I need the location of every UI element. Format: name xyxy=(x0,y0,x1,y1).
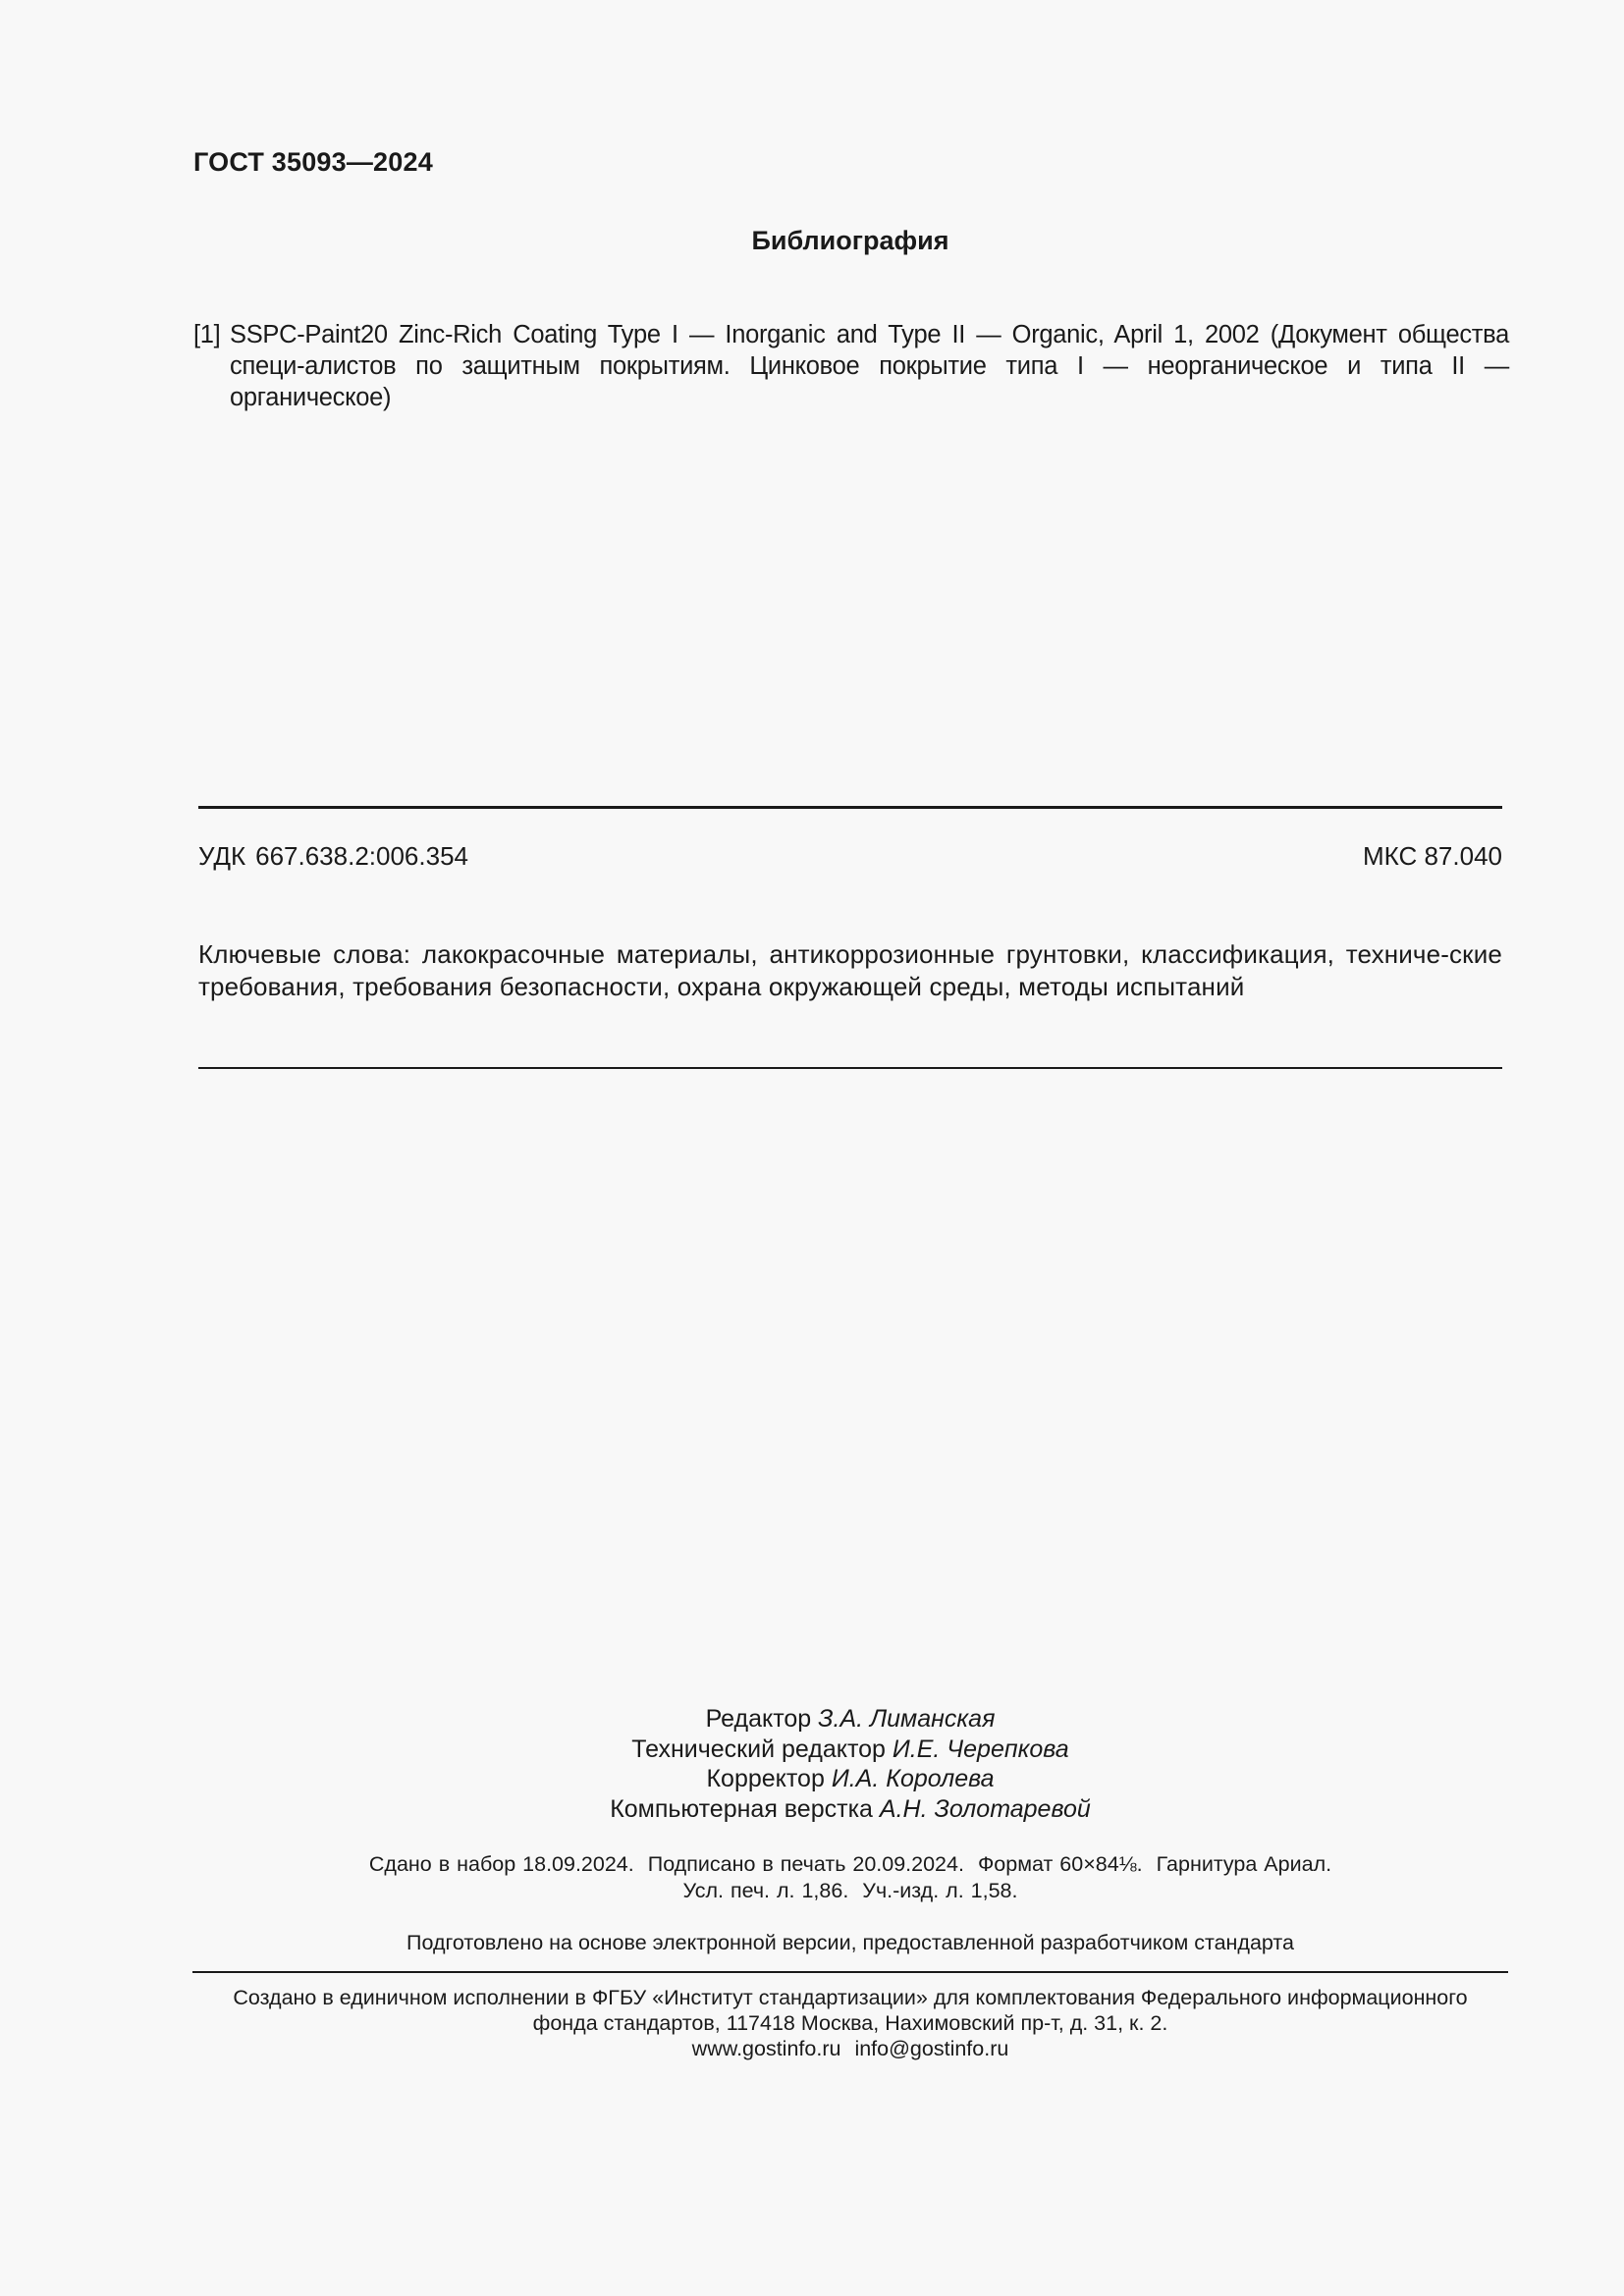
top-divider xyxy=(198,806,1502,809)
publication-info xyxy=(0,1851,1624,1904)
publication-line-2 xyxy=(0,1878,1624,1904)
print-sheets: Усл. печ. л. 1,86. xyxy=(682,1879,849,1902)
document-code: ГОСТ 35093—2024 xyxy=(193,147,433,177)
tech-editor-role: Технический редактор xyxy=(631,1735,886,1763)
credit-layout xyxy=(0,1794,1624,1825)
bibliography-title: Библиография xyxy=(751,226,949,255)
credits-block xyxy=(0,1704,1624,1824)
tech-editor-name: И.Е. Черепкова xyxy=(892,1735,1069,1763)
paper-format: Формат 60×84⅛. xyxy=(977,1852,1143,1876)
typeset-date: Сдано в набор 18.09.2024. xyxy=(368,1852,634,1876)
publication-line-1 xyxy=(0,1851,1624,1878)
created-line-2: фонда стандартов, 117418 Москва, Нахимовский пр-т, д. 31, к. 2. xyxy=(532,2011,1168,2035)
udk-code xyxy=(198,841,468,872)
signed-date: Подписано в печать 20.09.2024. xyxy=(647,1852,964,1876)
bibliography-entry xyxy=(193,319,1509,413)
credit-corrector xyxy=(0,1764,1624,1794)
footer-divider xyxy=(192,1971,1508,1973)
udk-label: УДК xyxy=(198,841,246,871)
publishing-sheets: Уч.-изд. л. 1,58. xyxy=(862,1879,1018,1902)
entry-number: [1] xyxy=(193,321,221,348)
bottom-divider xyxy=(198,1067,1502,1069)
typeface: Гарнитура Ариал. xyxy=(1156,1852,1332,1876)
layout-name: А.Н. Золотаревой xyxy=(879,1794,1091,1823)
contacts xyxy=(0,2036,1624,2061)
corrector-role: Корректор xyxy=(706,1765,825,1792)
credit-editor xyxy=(0,1704,1624,1735)
email-link[interactable]: info@gostinfo.ru xyxy=(854,2037,1009,2060)
mks-code: МКС 87.040 xyxy=(1362,841,1502,871)
created-line-1: Создано в единичном исполнении в ФГБУ «Институт стандартизации» для комплектования Федерального информационного xyxy=(233,1986,1468,2009)
editor-name: З.А. Лиманская xyxy=(818,1705,996,1733)
layout-role: Компьютерная верстка xyxy=(610,1794,873,1823)
website-link[interactable]: www.gostinfo.ru xyxy=(691,2037,841,2060)
editor-role: Редактор xyxy=(705,1705,812,1733)
corrector-name: И.А. Королева xyxy=(831,1765,995,1792)
credit-tech-editor xyxy=(0,1735,1624,1765)
created-note xyxy=(0,1985,1624,2061)
keywords: Ключевые слова: лакокрасочные материалы, антикоррозионные грунтовки, классификация, техниче-ские требования, требования безопасности, охрана окружающей среды, методы испытаний xyxy=(198,939,1502,1001)
udk-value: 667.638.2:006.354 xyxy=(255,841,468,871)
entry-text: SSPC-Paint20 Zinc-Rich Coating Type I — Inorganic and Type II — Organic, April 1, 2002 (Документ общества специ-алистов по защитным покрытиям. Цинковое покрытие типа I — неорганическое и типа II — органическое) xyxy=(230,321,1509,411)
prepared-note: Подготовлено на основе электронной версии, предоставленной разработчиком стандарта xyxy=(406,1931,1294,1954)
